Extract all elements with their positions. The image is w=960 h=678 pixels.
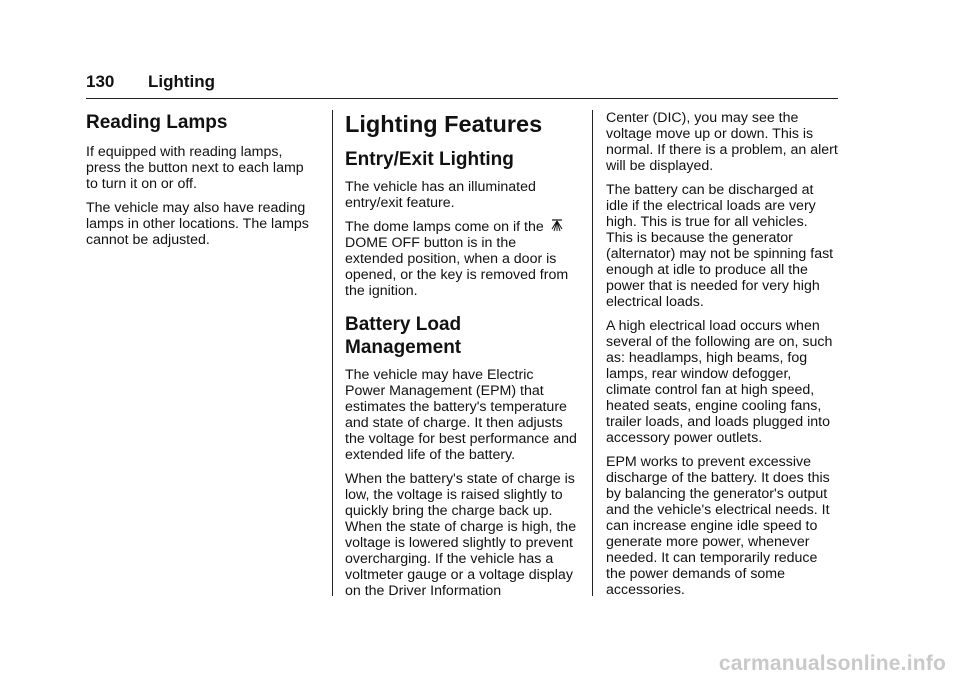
paragraph: The vehicle may have Electric Power Management (EPM) that estimates the battery's temperature and state of charge. It then adjusts the voltage for best performance and extended life of the battery. [345, 367, 577, 463]
paragraph: If equipped with reading lamps, press the button next to each lamp to turn it on or off. [86, 144, 304, 192]
paragraph: EPM works to prevent excessive discharge of the battery. It does this by balancing the generator's output and the vehicle's electrical needs. It can increase engine idle speed to generate more power, whenever needed. It can temporarily reduce the power demands of some accessories. [606, 454, 830, 598]
paragraph: The vehicle may also have reading lamps in other locations. The lamps cannot be adjusted. [86, 200, 309, 248]
page-header [86, 72, 838, 92]
column-right [606, 110, 838, 606]
paragraph: Center (DIC), you may see the voltage move up or down. This is normal. If there is a problem, an alert will be displayed. [606, 110, 838, 174]
watermark: carmanualsonline.info [718, 652, 946, 675]
paragraph: A high electrical load occurs when several of the following are on, such as: headlamps, high beams, fog lamps, rear window defogger, climate control fan at high speed, heated seats, engine cooling fans, trailer loads, and loads plugged into accessory power outlets. [606, 318, 833, 446]
column-middle [345, 110, 577, 607]
paragraph [345, 219, 577, 299]
paragraph: When the battery's state of charge is low, the voltage is raised slightly to quickly bring the charge back up. When the state of charge is high, the voltage is lowered slightly to prevent overcharging. If the vehicle has a voltmeter gauge or a voltage display on the Driver Information [345, 471, 577, 599]
reading-lamps-heading: Reading Lamps [86, 112, 228, 133]
column-divider [592, 110, 593, 596]
dome-text-end: DOME OFF button is in the extended position, when a door is opened, or the key is removed from the ignition. [345, 235, 569, 299]
paragraph: The battery can be discharged at idle if the electrical loads are very high. This is true for all vehicles. This is because the generator (alternator) may not be spinning fast enough at idle to produce all the power that is needed for very high electrical loads. [606, 182, 834, 310]
entry-exit-heading: Entry/Exit Lighting [345, 149, 514, 170]
paragraph: The vehicle has an illuminated entry/exit feature. [345, 179, 536, 211]
battery-load-heading: Battery Load Management [345, 314, 462, 358]
column-left [86, 110, 318, 256]
dome-lamp-icon [550, 219, 564, 235]
chapter-title: Lighting Features [345, 111, 543, 137]
page-number: 130 [86, 72, 115, 91]
section-title: Lighting [148, 72, 216, 91]
dome-text-start: The dome lamps come on if the [345, 219, 544, 235]
column-divider [332, 110, 333, 596]
header-rule [86, 98, 838, 99]
